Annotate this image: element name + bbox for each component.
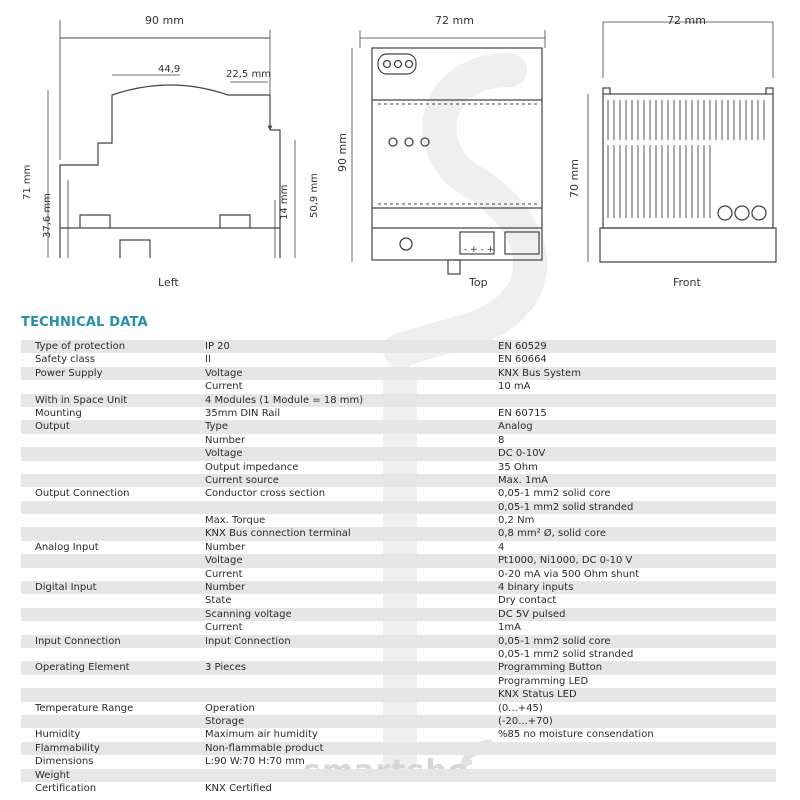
dim-left-step: 14 mm xyxy=(279,184,290,220)
row-value: Dry contact xyxy=(498,595,557,607)
row-value: 35 Ohm xyxy=(498,461,538,473)
table-row xyxy=(21,594,776,607)
row-category: Operating Element xyxy=(35,662,130,674)
technical-drawings xyxy=(0,0,800,300)
row-parameter: Output impedance xyxy=(205,461,299,473)
dim-top-width: 72 mm xyxy=(435,14,474,27)
row-value: KNX Status LED xyxy=(498,689,577,701)
row-parameter: Number xyxy=(205,541,246,553)
table-row xyxy=(21,661,776,674)
row-value: 0-20 mA via 500 Ohm shunt xyxy=(498,568,640,580)
table-row xyxy=(21,621,776,634)
row-value: KNX Bus System xyxy=(498,367,581,379)
dim-left-height: 71 mm xyxy=(22,164,33,200)
row-parameter: Current xyxy=(205,381,243,393)
table-row xyxy=(21,541,776,554)
row-category: Analog Input xyxy=(35,541,99,553)
table-row xyxy=(21,353,776,366)
row-parameter: Storage xyxy=(205,715,245,727)
row-value: %85 no moisture consendation xyxy=(498,729,654,741)
table-row xyxy=(21,340,776,353)
row-value: 0,05-1 mm2 solid stranded xyxy=(498,648,634,660)
table-row xyxy=(21,782,776,795)
row-category: Flammability xyxy=(35,742,100,754)
row-value: EN 60529 xyxy=(498,341,547,352)
row-category: Temperature Range xyxy=(35,702,134,714)
table-row xyxy=(21,769,776,782)
row-value: 4 binary inputs xyxy=(498,582,574,594)
table-row xyxy=(21,635,776,648)
table-row xyxy=(21,380,776,393)
top-view-drawing xyxy=(352,30,545,274)
dim-front-height: 70 mm xyxy=(568,159,581,198)
row-value: 0,05-1 mm2 solid core xyxy=(498,488,611,500)
row-parameter: Voltage xyxy=(205,448,243,460)
table-row xyxy=(21,648,776,661)
table-row xyxy=(21,474,776,487)
row-parameter: Scanning voltage xyxy=(205,608,292,620)
row-parameter: Conductor cross section xyxy=(205,488,326,500)
row-value: 0,05-1 mm2 solid stranded xyxy=(498,501,634,513)
row-value: DC 5V pulsed xyxy=(498,608,566,620)
row-parameter: Voltage xyxy=(205,367,243,379)
row-value: 0,8 mm² Ø, solid core xyxy=(498,528,607,540)
dim-left-right-height: 50,9 mm xyxy=(309,173,320,218)
row-category: Certification xyxy=(35,782,97,794)
row-category: Safety class xyxy=(35,354,95,366)
row-value: 1mA xyxy=(498,622,521,634)
row-value: Pt1000, Ni1000, DC 0-10 V xyxy=(498,555,633,567)
row-parameter: KNX Certified xyxy=(205,782,272,794)
table-row xyxy=(21,434,776,447)
row-value: Analog xyxy=(498,421,533,433)
row-value: 0,2 Nm xyxy=(498,515,535,527)
dim-left-low-height: 37,6 mm xyxy=(42,193,53,238)
row-category: Humidity xyxy=(35,729,81,741)
table-row xyxy=(21,688,776,701)
row-parameter: Max. Torque xyxy=(205,515,266,527)
row-parameter: 4 Modules (1 Module = 18 mm) xyxy=(205,394,364,406)
row-value: Programming LED xyxy=(498,675,589,687)
dim-left-top-width: 44,9 xyxy=(158,64,181,75)
left-view-label: Left xyxy=(158,276,179,289)
row-category: With in Space Unit xyxy=(35,394,128,406)
front-view-drawing xyxy=(588,22,776,262)
left-view-drawing xyxy=(48,20,295,258)
row-parameter: Current source xyxy=(205,474,279,486)
row-value: EN 60715 xyxy=(498,407,547,419)
row-parameter: Number xyxy=(205,582,246,594)
row-parameter: 3 Pieces xyxy=(205,662,247,674)
row-category: Type of protection xyxy=(35,341,126,352)
row-parameter: IP 20 xyxy=(205,341,230,352)
dim-left-offset: 22,5 mm xyxy=(226,69,271,80)
table-row xyxy=(21,675,776,688)
row-parameter: State xyxy=(205,595,232,607)
row-category: Mounting xyxy=(35,407,82,419)
row-parameter: Current xyxy=(205,568,243,580)
row-value: (0...+45) xyxy=(498,702,543,714)
table-row xyxy=(21,420,776,433)
table-row xyxy=(21,554,776,567)
row-value: Programming Button xyxy=(498,662,603,674)
table-row xyxy=(21,608,776,621)
front-view-leds xyxy=(718,206,766,220)
row-parameter: Input Connection xyxy=(205,635,291,647)
table-row xyxy=(21,514,776,527)
row-value: 4 xyxy=(498,541,505,553)
top-view-leds xyxy=(384,61,430,251)
row-category: Power Supply xyxy=(35,367,103,379)
top-view-terminal-marks: - + - + xyxy=(464,245,495,255)
dim-left-width: 90 mm xyxy=(145,14,184,27)
row-parameter: Voltage xyxy=(205,555,243,567)
row-category: Input Connection xyxy=(35,635,121,647)
row-parameter: II xyxy=(205,354,211,366)
front-view-label: Front xyxy=(673,276,701,289)
row-value: EN 60664 xyxy=(498,354,547,366)
row-value: 0,05-1 mm2 solid core xyxy=(498,635,611,647)
row-value: 8 xyxy=(498,434,505,446)
dim-top-height: 90 mm xyxy=(336,133,349,172)
row-category: Output xyxy=(35,421,70,433)
row-category: Digital Input xyxy=(35,582,97,594)
row-parameter: Non-flammable product xyxy=(205,742,324,754)
table-row xyxy=(21,728,776,741)
table-row xyxy=(21,527,776,540)
row-parameter: Number xyxy=(205,434,246,446)
table-row xyxy=(21,702,776,715)
row-parameter: L:90 W:70 H:70 mm xyxy=(205,756,305,768)
row-value: 10 mA xyxy=(498,381,531,393)
row-parameter: Type xyxy=(205,421,228,433)
table-row xyxy=(21,742,776,755)
table-row xyxy=(21,581,776,594)
table-row xyxy=(21,755,776,768)
row-value: DC 0-10V xyxy=(498,448,546,460)
row-parameter: KNX Bus connection terminal xyxy=(205,528,351,540)
table-row xyxy=(21,367,776,380)
row-parameter: Operation xyxy=(205,702,255,714)
row-category: Output Connection xyxy=(35,488,130,500)
row-category: Weight xyxy=(35,769,70,781)
top-view-label: Top xyxy=(469,276,488,289)
row-parameter: 35mm DIN Rail xyxy=(205,407,281,419)
row-value: (-20...+70) xyxy=(498,715,553,727)
section-title: TECHNICAL DATA xyxy=(21,315,148,330)
row-category: Dimensions xyxy=(35,756,94,768)
table-row xyxy=(21,568,776,581)
dim-front-width: 72 mm xyxy=(667,14,706,27)
row-parameter: Current xyxy=(205,622,243,634)
table-row xyxy=(21,501,776,514)
table-row xyxy=(21,407,776,420)
table-row xyxy=(21,715,776,728)
table-row xyxy=(21,447,776,460)
spec-table xyxy=(21,340,776,795)
row-parameter: Maximum air humidity xyxy=(205,729,318,741)
table-row xyxy=(21,461,776,474)
table-row xyxy=(21,394,776,407)
row-value: Max. 1mA xyxy=(498,474,548,486)
table-row xyxy=(21,487,776,500)
front-view-vents xyxy=(608,100,764,218)
